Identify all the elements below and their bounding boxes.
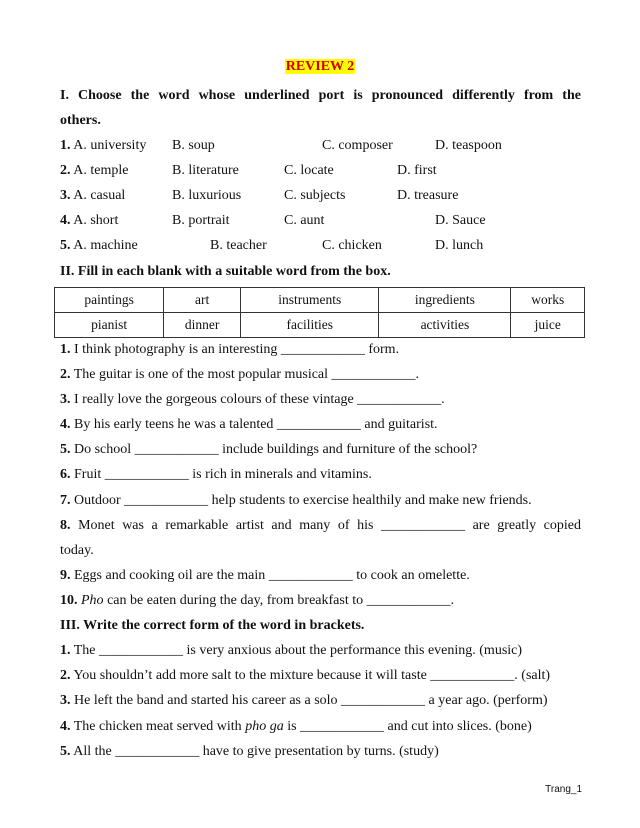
option-c: C. subjects [284,188,346,203]
heading-word: the [130,88,150,103]
section3-item-1 [60,642,522,660]
question-number: 2. [60,163,71,178]
option-c: C. locate [284,163,334,178]
option-text: A. machine [73,238,138,253]
item-text: Do school ____________ include buildings and furniture of the school? [70,442,478,457]
item-text: The ____________ is very anxious about the performance this evening. (music) [70,643,523,658]
option-a [60,162,128,180]
word-box [54,287,585,338]
item-italic-word: Pho [81,593,104,608]
item-number: 5. [60,442,71,457]
option-d: D. treasure [397,188,459,203]
word-box-cell: dinner [164,313,241,338]
item-word: Monet [78,518,115,533]
option-b: B. teacher [210,238,267,253]
section2-item-10 [60,592,454,610]
item-number: 3. [60,392,71,407]
heading-word: pronounced [371,88,444,103]
heading-word: underlined [244,88,310,103]
item-number: 10. [60,593,78,608]
item-text: I really love the gorgeous colours of these vintage ____________. [70,392,445,407]
heading-word: is [353,88,363,103]
question-number: 3. [60,188,71,203]
item-text: is ____________ and cut into slices. (bone) [283,719,532,734]
section3-heading: III. Write the correct form of the word in brackets. [60,618,365,633]
item-text: I think photography is an interesting ____________ form. [70,342,400,357]
heading-word: port [318,88,345,103]
heading-word: from [523,88,554,103]
item-number: 5. [60,744,71,759]
item-word: remarkable [165,518,229,533]
option-d: D. Sauce [435,213,486,228]
page-footer: Trang_1 [545,784,582,795]
item-word: many [299,518,331,533]
item-number: 1. [60,342,71,357]
option-c: C. composer [322,138,393,153]
heading-word: Choose [78,88,122,103]
section2-item [60,366,419,384]
question-number: 5. [60,238,71,253]
heading-word: I. [60,88,69,103]
section2-item-8 [60,517,581,535]
item-number: 2. [60,367,71,382]
option-a [60,187,125,205]
word-box-cell: art [164,288,241,313]
question-number: 1. [60,138,71,153]
option-c: C. aunt [284,213,325,228]
item-text: You shouldn’t add more salt to the mixture because it will taste ____________. (salt) [70,668,551,683]
section2-item [60,416,438,434]
heading-word: differently [452,88,515,103]
section2-item [60,341,399,359]
section3-item-4 [60,718,532,736]
item-word: was [122,518,144,533]
item-word: are [472,518,490,533]
item-word: and [271,518,292,533]
item-number: 2. [60,668,71,683]
option-d: D. lunch [435,238,484,253]
heading-word: word [158,88,190,103]
option-b: B. luxurious [172,188,242,203]
option-b: B. portrait [172,213,230,228]
heading-word: the [562,88,581,103]
option-text: A. short [73,213,119,228]
item-text: can be eaten during the day, from breakfast to ____________. [103,593,455,608]
word-box-cell: activities [379,313,511,338]
option-a [60,237,138,255]
item-number: 6. [60,467,71,482]
option-c: C. chicken [322,238,382,253]
question-number: 4. [60,213,71,228]
item-number: 4. [60,719,71,734]
word-box-row [55,288,585,313]
section1-heading-cont: others. [60,113,101,128]
section2-item [60,492,532,510]
item-text: The chicken meat served with [70,719,246,734]
item-number: 1. [60,643,71,658]
section2-item [60,441,477,459]
item-number: 8. [60,518,71,533]
page-title: REVIEW 2 [285,59,355,74]
item-word: his [357,518,374,533]
section3-item-2 [60,667,550,685]
option-b: B. literature [172,163,239,178]
item-text: The guitar is one of the most popular musical ____________. [70,367,420,382]
item-number: 9. [60,568,71,583]
item-text: Eggs and cooking oil are the main ____________ to cook an omelette. [70,568,470,583]
word-box-cell: juice [511,313,585,338]
item-word: a [151,518,158,533]
option-a [60,212,118,230]
item-number: 7. [60,493,71,508]
option-a [60,137,146,155]
section2-item-9 [60,567,470,585]
word-box-cell: facilities [241,313,379,338]
word-box-cell: paintings [55,288,164,313]
word-box-row [55,313,585,338]
section3-item-5 [60,743,439,761]
option-b: B. soup [172,138,215,153]
section1-heading [60,87,581,105]
section3-item-3 [60,692,548,710]
item-number: 4. [60,417,71,432]
section2-heading: II. Fill in each blank with a suitable word from the box. [60,264,391,279]
option-text: A. casual [73,188,126,203]
word-box-cell: works [511,288,585,313]
section2-item-8-cont: today. [60,543,94,558]
item-word: greatly [497,518,537,533]
item-text: All the ____________ have to give presentation by turns. (study) [70,744,439,759]
item-text: He left the band and started his career as a solo ____________ a year ago. (perform) [70,693,548,708]
word-box-cell: ingredients [379,288,511,313]
item-number: 3. [60,693,71,708]
item-text: Outdoor ____________ help students to exercise healthily and make new friends. [70,493,532,508]
item-word: ____________ [381,518,465,533]
item-italic-word: pho ga [245,719,284,734]
option-d: D. teaspoon [435,138,502,153]
item-word: artist [235,518,264,533]
word-box-cell: instruments [241,288,379,313]
heading-word: whose [198,88,236,103]
section2-item [60,466,372,484]
item-text: Fruit ____________ is rich in minerals and vitamins. [70,467,372,482]
option-text: A. temple [73,163,129,178]
option-text: A. university [73,138,147,153]
option-d: D. first [397,163,437,178]
item-text: By his early teens he was a talented ____________ and guitarist. [70,417,438,432]
item-word: of [337,518,350,533]
word-box-cell: pianist [55,313,164,338]
section2-item [60,391,445,409]
item-word: copied [543,518,581,533]
